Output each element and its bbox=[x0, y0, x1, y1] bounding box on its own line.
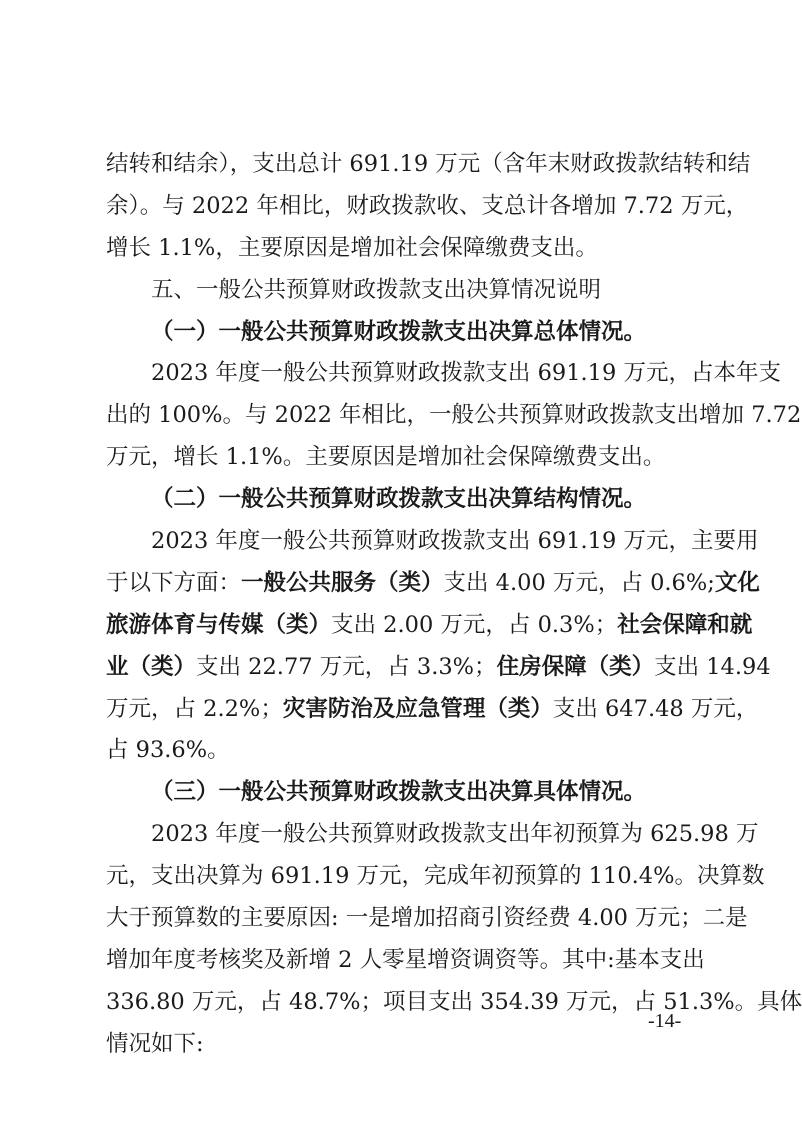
paragraph-line bbox=[106, 647, 771, 689]
category-label: 文化 bbox=[714, 569, 760, 596]
paragraph-line: 出的 100%。与 2022 年相比，一般公共预算财政拨款支出增加 7.72 bbox=[106, 402, 802, 429]
category-label: 住房保障（类） bbox=[496, 653, 655, 680]
text-run: 支出 14.94 bbox=[654, 653, 771, 680]
section-heading: 五、一般公共预算财政拨款支出决算情况说明 bbox=[151, 276, 602, 303]
category-label: 社会保障和就 bbox=[617, 611, 753, 638]
page-number: -14- bbox=[648, 1010, 682, 1032]
paragraph-line: 2023 年度一般公共预算财政拨款支出年初预算为 625.98 万 bbox=[151, 821, 759, 848]
paragraph-line: 余）。与 2022 年相比，财政拨款收、支总计各增加 7.72 万元， bbox=[106, 192, 749, 219]
paragraph-line: 元，支出决算为 691.19 万元，完成年初预算的 110.4%。决算数 bbox=[106, 863, 765, 890]
category-label: 灾害防治及应急管理（类） bbox=[282, 695, 553, 722]
paragraph-line: 336.80 万元，占 48.7%；项目支出 354.39 万元，占 51.3%。具体 bbox=[106, 988, 802, 1015]
category-label: 业（类） bbox=[106, 653, 197, 680]
subsection-heading-one: （一）一般公共预算财政拨款支出决算总体情况。 bbox=[151, 318, 647, 345]
text-run: 于以下方面： bbox=[106, 569, 242, 596]
text-run: 支出 647.48 万元， bbox=[552, 695, 759, 722]
paragraph-line: 增加年度考核奖及新增 2 人零星增资调资等。其中:基本支出 bbox=[106, 946, 705, 973]
paragraph-line bbox=[106, 563, 760, 605]
paragraph-line: 结转和结余），支出总计 691.19 万元（含年末财政拨款结转和结 bbox=[106, 151, 751, 177]
paragraph-line: 占 93.6%。 bbox=[106, 737, 230, 764]
subsection-heading-three: （三）一般公共预算财政拨款支出决算具体情况。 bbox=[151, 779, 647, 806]
paragraph-line: 2023 年度一般公共预算财政拨款支出 691.19 万元，主要用 bbox=[151, 528, 759, 555]
paragraph-line bbox=[106, 689, 759, 731]
text-run: 支出 4.00 万元，占 0.6%; bbox=[443, 569, 715, 596]
paragraph-line: 万元，增长 1.1%。主要原因是增加社会保障缴费支出。 bbox=[106, 444, 666, 471]
text-run: 万元，占 2.2%； bbox=[106, 695, 283, 722]
paragraph-line: 增长 1.1%，主要原因是增加社会保障缴费支出。 bbox=[106, 234, 598, 261]
paragraph-line: 情况如下: bbox=[106, 1030, 204, 1057]
paragraph-line: 2023 年度一般公共预算财政拨款支出 691.19 万元，占本年支 bbox=[151, 360, 781, 387]
subsection-heading-two: （二）一般公共预算财政拨款支出决算结构情况。 bbox=[151, 486, 647, 513]
text-run: 支出 22.77 万元，占 3.3%； bbox=[196, 653, 497, 680]
paragraph-line bbox=[106, 605, 753, 647]
category-label: 一般公共服务（类） bbox=[241, 569, 444, 596]
paragraph-line: 大于预算数的主要原因: 一是增加招商引资经费 4.00 万元；二是 bbox=[106, 905, 748, 932]
category-label: 旅游体育与传媒（类） bbox=[106, 611, 332, 638]
body-text bbox=[106, 144, 802, 1066]
text-run: 支出 2.00 万元，占 0.3%； bbox=[331, 611, 618, 638]
